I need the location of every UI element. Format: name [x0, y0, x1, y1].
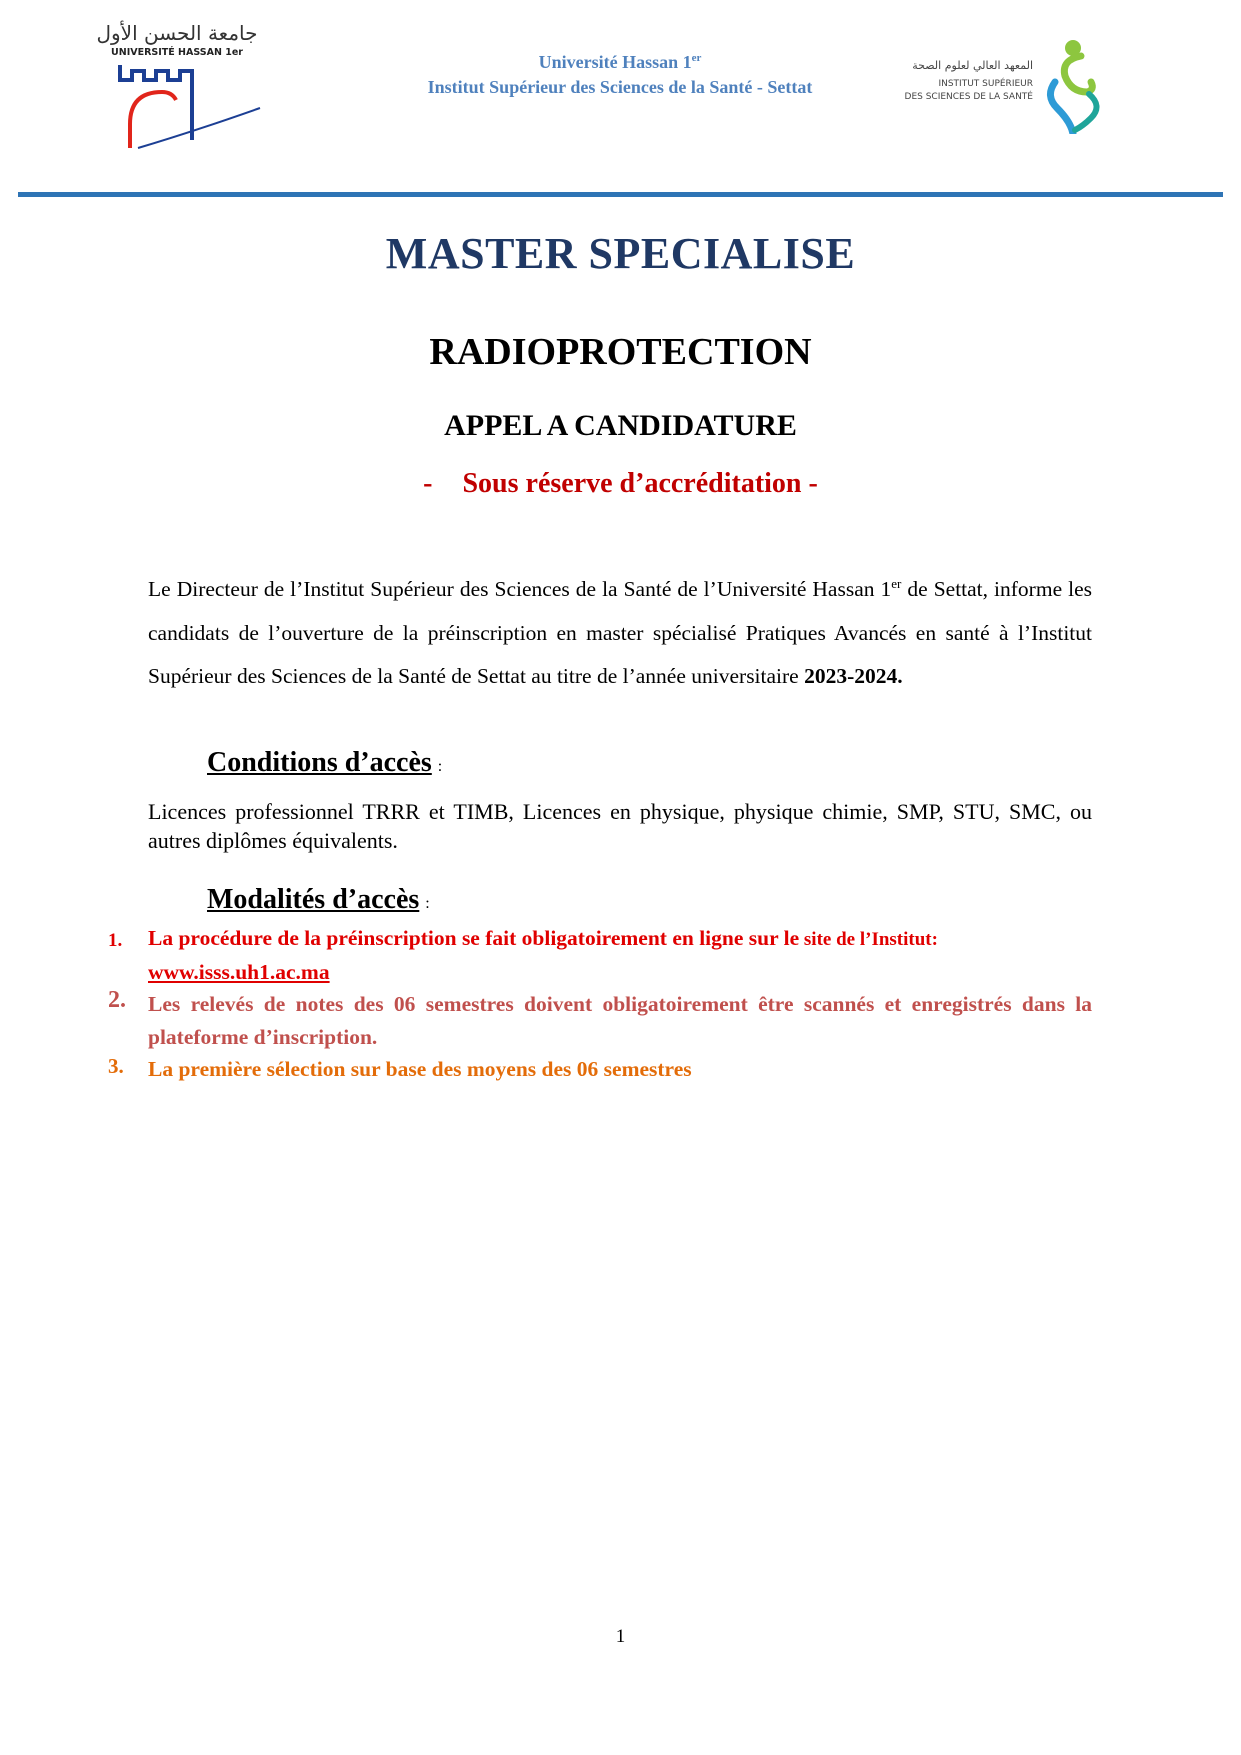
conditions-heading: Conditions d’accès : — [207, 747, 443, 778]
call-for-applications: APPEL A CANDIDATURE — [444, 409, 797, 442]
modalites-heading: Modalités d’accès : — [207, 884, 430, 915]
list-item: La première sélection sur base des moyens des 06 semestres — [148, 1057, 692, 1081]
conditions-text: Licences professionnel TRRR et TIMB, Licences en physique, physique chimie, SMP, STU, SMC, ou autres diplômes équivalents. — [148, 799, 1092, 853]
list-item-number: 1. — [108, 930, 123, 951]
header-university: Université Hassan 1er — [538, 52, 702, 72]
isss-logo-green-stroke — [1064, 56, 1092, 92]
program-name: RADIOPROTECTION — [429, 331, 812, 373]
header-divider — [18, 192, 1223, 197]
intro-paragraph: Le Directeur de l’Institut Supérieur des Sciences de la Santé de l’Université Hassan 1er de Settat, informe les candidats de l’ouverture de la préinscription en master spécialisé Pratiques Avancés en santé à l’Institut Supérieur des Sciences de la Santé de Settat au titre de l’année universitaire 2023-2024. — [148, 576, 1093, 689]
list-item: La procédure de la préinscription se fait obligatoirement en ligne sur le site de l’Institut: www.isss.uh1.ac.ma — [148, 926, 938, 984]
logo-swoosh-shape — [138, 108, 260, 148]
logo-arc-shape — [130, 92, 176, 148]
page-title: MASTER SPECIALISE — [385, 229, 856, 278]
list-item-number: 3. — [108, 1054, 124, 1078]
list-item-number: 2. — [108, 987, 126, 1013]
academic-year: 2023-2024. — [804, 664, 903, 689]
list-item: Les relevés de notes des 06 semestres doivent obligatoirement être scannés et enregistrés dans la plateforme d’inscription. — [148, 992, 1092, 1049]
isss-logo-teal-stroke — [1075, 94, 1097, 130]
universite-hassan-logo — [72, 20, 272, 150]
institute-website-link[interactable]: www.isss.uh1.ac.ma — [148, 960, 330, 984]
page-number: 1 — [615, 1626, 626, 1647]
header-institute: Institut Supérieur des Sciences de la Santé - Settat — [427, 77, 813, 97]
isss-arabic-name: المعهد العالي لعلوم الصحة — [912, 59, 1033, 72]
isss-name-line2: DES SCIENCES DE LA SANTÉ — [904, 92, 1033, 102]
isss-logo-blue-stroke — [1050, 82, 1073, 134]
accreditation-notice: - Sous réserve d’accréditation - — [423, 468, 818, 499]
isss-name-line1: INSTITUT SUPÉRIEUR — [938, 79, 1033, 89]
logo-latin-name: UNIVERSITÉ HASSAN 1er — [111, 47, 243, 58]
logo-arabic-name: جامعة الحسن الأول — [96, 21, 258, 45]
isss-logo — [895, 34, 1125, 134]
